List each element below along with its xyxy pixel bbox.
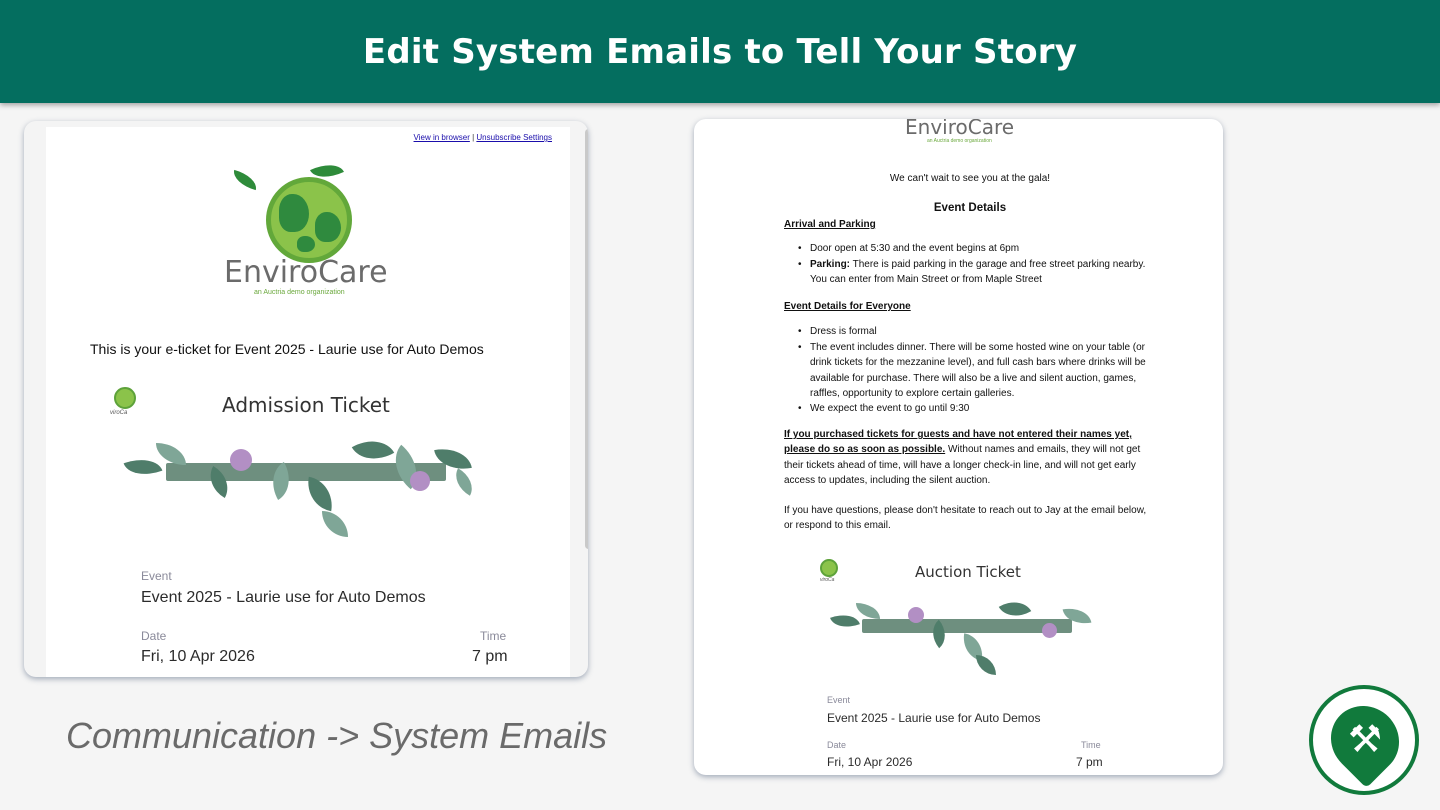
ticket-title: Admission Ticket	[222, 393, 390, 417]
ticket-logo-icon	[820, 559, 838, 577]
date-value: Fri, 10 Apr 2026	[141, 648, 255, 665]
ticket-title: Auction Ticket	[915, 563, 1021, 581]
arrival-section	[784, 217, 1156, 288]
parking-item: • Parking: There is paid parking in the garage and free street parking nearby. You can enter from Main Street or from Maple Street	[798, 257, 1156, 288]
event-label: Event	[141, 569, 172, 583]
time-label: Time	[480, 629, 507, 643]
guest-names-notice: If you purchased tickets for guests and have not entered their names yet, please do so as soon as possible. Without names and emails, they will not get their tickets ahead of time, will have a longer check-in line, and will not get early access to updates, including the silent auction.	[784, 429, 1141, 487]
details-heading: Event Details	[933, 202, 1007, 214]
everyone-heading: Event Details for Everyone	[784, 301, 911, 312]
arrival-heading: Arrival and Parking	[784, 219, 876, 230]
greeting: We can't wait to see you at the gala!	[889, 173, 1051, 184]
event-label: Event	[827, 695, 851, 705]
questions-text: If you have questions, please don't hesitate to reach out to Jay at the email below, or respond to this email.	[784, 505, 1147, 532]
email-top-links	[414, 133, 552, 142]
brand-tagline: an Auctria demo organization	[927, 138, 992, 144]
floral-banner-image	[832, 597, 1098, 679]
header-banner	[0, 0, 1440, 103]
time-label: Time	[1081, 740, 1101, 750]
ticket-logo-icon	[114, 387, 136, 409]
everyone-item: • Dress is formal	[798, 324, 1156, 339]
everyone-section	[784, 299, 1156, 417]
date-value: Fri, 10 Apr 2026	[827, 755, 913, 769]
floral-banner-image	[126, 433, 482, 545]
brand-name: EnviroCare	[224, 255, 388, 290]
event-value: Event 2025 - Laurie use for Auto Demos	[827, 711, 1041, 725]
envirocare-logo	[216, 163, 406, 303]
eticket-intro: This is your e-ticket for Event 2025 - Laurie use for Auto Demos	[90, 341, 484, 357]
ticket-logo-label: viroCa	[110, 410, 128, 416]
auction-email-preview[interactable]	[694, 119, 1223, 775]
link-separator: |	[472, 133, 475, 142]
unsubscribe-link[interactable]: Unsubscribe Settings	[476, 133, 552, 142]
admission-email-preview[interactable]	[24, 121, 588, 677]
date-label: Date	[141, 629, 167, 643]
view-in-browser-link[interactable]: View in browser	[413, 133, 470, 142]
page-title: Edit System Emails to Tell Your Story	[362, 31, 1078, 72]
ticket-logo-label: viroCa	[820, 577, 835, 583]
email-body	[46, 127, 570, 677]
everyone-item: • The event includes dinner. There will be some hosted wine on your table (or drink tickets for the mezzanine level), and full cash bars where drinks will be available for purchase. There will also be a live and silent auction, games, raffles, opportunity to explore certain galleries.	[798, 340, 1156, 402]
navigation-caption: Communication -> System Emails	[66, 715, 608, 756]
gavel-glyph: ⚒	[1347, 717, 1383, 761]
brand-tagline: an Auctria demo organization	[254, 289, 345, 296]
vertical-scrollbar[interactable]	[585, 129, 588, 549]
date-label: Date	[827, 740, 847, 750]
auctria-heart-gavel-icon	[1309, 685, 1419, 795]
time-value: 7 pm	[472, 648, 508, 665]
brand-name: EnviroCare	[905, 119, 1015, 139]
event-value: Event 2025 - Laurie use for Auto Demos	[141, 589, 426, 606]
arrival-item: • Door open at 5:30 and the event begins at 6pm	[798, 241, 1156, 256]
everyone-item: • We expect the event to go until 9:30	[798, 401, 1156, 416]
time-value: 7 pm	[1076, 755, 1103, 769]
